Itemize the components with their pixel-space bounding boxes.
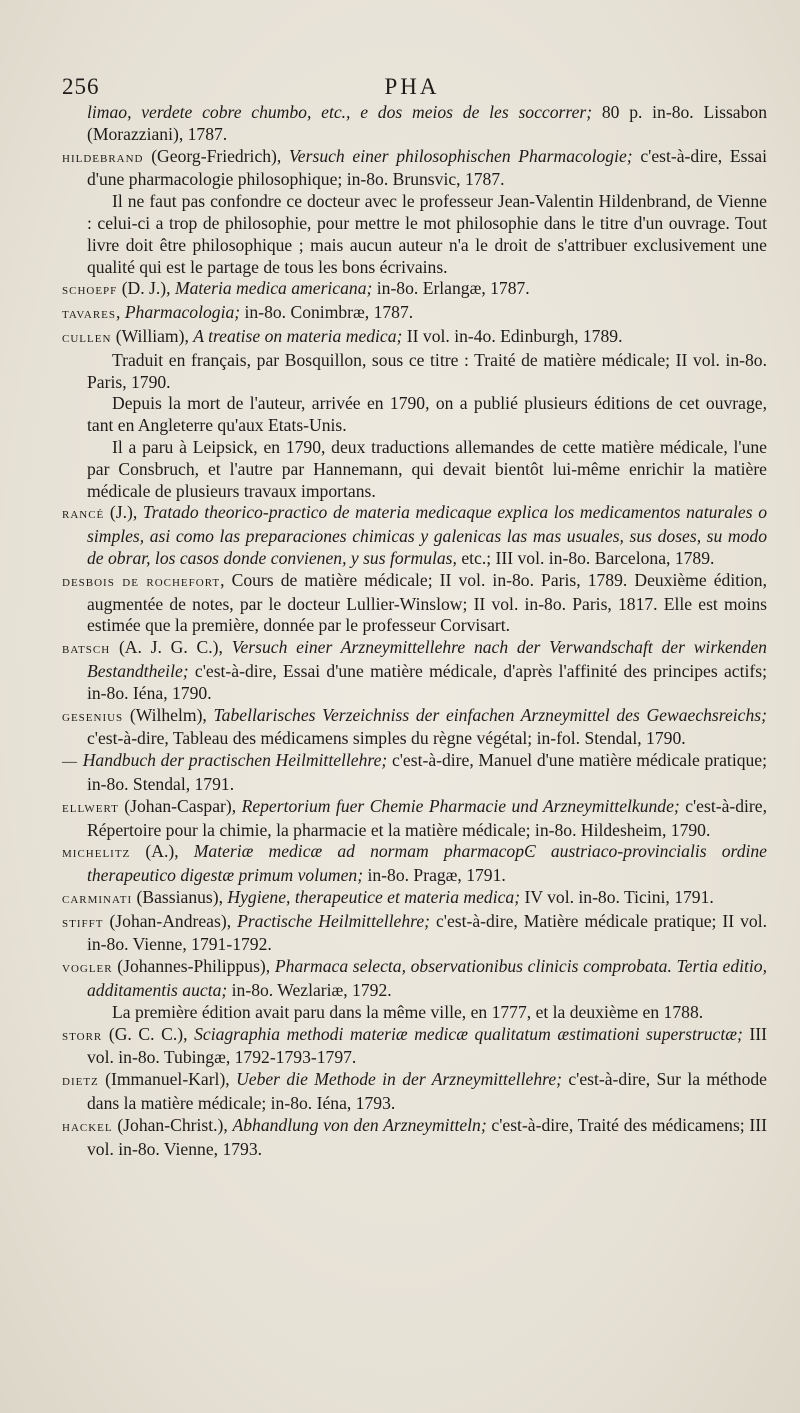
- entry-author: dietz: [62, 1073, 99, 1090]
- entry-author: rancé: [62, 506, 105, 523]
- bibliography-entry: [62, 887, 767, 911]
- entry-author-details: (Wilhelm),: [123, 704, 214, 725]
- entry-title: Materiæ medicæ ad normam pharmacopϾ austriaco-provincialis ordine therapeutico digestæ primum volumen;: [87, 841, 767, 886]
- entry-author-details: (Immanuel-Karl),: [98, 1069, 237, 1090]
- bibliography-entry: [62, 146, 767, 192]
- entry-author: vogler: [62, 960, 113, 977]
- entry-publication: c'est-à-dire, Essai d'une pharmacologie philosophique; in-8o. Brunsvic, 1787.: [87, 145, 767, 190]
- entry-author-details: (Johan-Andreas),: [103, 910, 238, 931]
- entry-author-details: (J.),: [104, 502, 143, 523]
- entry-publication: in-8o. Conimbræ, 1787.: [240, 302, 414, 323]
- entry-publication: Cours de matière médicale; II vol. in-8o. Paris, 1789. Deuxième édition, augmentée de notes, par le docteur Lullier-Winslow; II vol. in-8o. Paris, 1817. Elle est moins estimée que la première, donnée par le professeur Corvisart.: [87, 569, 768, 636]
- bibliography-note: Il ne faut pas confondre ce docteur avec le professeur Jean-Valentin Hildenbrand, de Vienne : celui-ci a trop de philosophie, pour mettre le mot philosophie dans le titre d'un ouvrage. Tout livre doit être philosophique ; mais aucun auteur n'a le droit de s'attribuer exclusivement une qualité qui est le partage de tous les bons écrivains.: [87, 191, 767, 277]
- entry-author-details: (William),: [111, 325, 194, 346]
- bibliography-text: [62, 102, 767, 1160]
- entry-author-details: ,: [220, 569, 232, 590]
- entry-author: stifft: [62, 914, 104, 931]
- entry-author: batsch: [62, 641, 111, 658]
- entry-title: Practische Heilmittellehre;: [237, 910, 431, 931]
- entry-author: storr: [62, 1027, 103, 1044]
- bibliography-note: Il a paru à Leipsick, en 1790, deux traductions allemandes de cette matière médicale, l'une par Consbruch, et l'autre par Hannemann, qui devait bientôt lui-même enrichir la matière médicale de plusieurs travaux importans.: [87, 436, 767, 501]
- entry-publication: in-8o. Pragæ, 1791.: [363, 865, 506, 886]
- entry-publication: in-8o. Wezlariæ, 1792.: [227, 980, 392, 1001]
- entry-publication: c'est-à-dire, Répertoire pour la chimie, la pharmacie et la matière médicale; in-8o. Hildesheim, 1790.: [87, 795, 767, 840]
- bibliography-entry: [62, 570, 767, 637]
- entry-title: Sciagraphia methodi materiæ medicæ qualitatum æstimationi superstructæ;: [194, 1023, 743, 1044]
- entry-author: —: [62, 754, 78, 771]
- entry-title: Tabellarisches Verzeichniss der einfachen Arzneymittel des Gewaechsreichs;: [213, 704, 767, 725]
- bibliography-entry: [62, 750, 767, 796]
- bibliography-entry: [62, 502, 767, 569]
- entry-author-details: (D. J.),: [117, 278, 175, 299]
- entry-publication: etc.; III vol. in-8o. Barcelona, 1789.: [456, 547, 715, 568]
- entry-title: Ueber die Methode in der Arzneymittellehre;: [236, 1069, 562, 1090]
- entry-title: Hygiene, therapeutice et materia medica;: [227, 886, 521, 907]
- entry-title: A treatise on materia medica;: [193, 325, 403, 346]
- entry-author-details: (Georg-Friedrich),: [143, 145, 290, 166]
- entry-author: carminati: [62, 890, 133, 907]
- entry-author: hildebrand: [62, 149, 144, 166]
- bibliography-note: La première édition avait paru dans la même ville, en 1777, et la deuxième en 1788.: [112, 1001, 704, 1022]
- entry-title: Versuch einer Arzneymittellehre nach der Verwandschaft der wirkenden Bestandtheile;: [87, 637, 767, 681]
- entry-publication: 80 p. in-8o. Lissabon (Morazziani), 1787.: [87, 102, 767, 144]
- entry-publication: in-8o. Erlangæ, 1787.: [372, 278, 530, 299]
- entry-author: tavares: [62, 306, 117, 323]
- bibliography-entry: [62, 911, 767, 957]
- entry-author: gesenius: [62, 708, 124, 725]
- entry-title: Handbuch der practischen Heilmittellehre;: [82, 750, 388, 771]
- entry-title: Pharmacologia;: [124, 302, 241, 323]
- entry-title: Versuch einer philosophischen Pharmacologie;: [289, 145, 633, 166]
- entry-publication: c'est-à-dire, Manuel d'une matière médicale pratique; in-8o. Stendal, 1791.: [87, 750, 768, 794]
- entry-title: limao, verdete cobre chumbo, etc., e dos meios de les soccorrer;: [87, 102, 593, 122]
- entry-publication: III vol. in-8o. Tubingæ, 1792-1793-1797.: [87, 1023, 767, 1068]
- entry-author: ellwert: [62, 799, 119, 816]
- entry-publication: c'est-à-dire, Traité des médicamens; III vol. in-8o. Vienne, 1793.: [87, 1114, 767, 1159]
- bibliography-entry: [62, 102, 767, 146]
- entry-author-details: (Johan-Christ.),: [112, 1114, 233, 1135]
- bibliography-note: Depuis la mort de l'auteur, arrivée en 1790, on a publié plusieurs éditions de cet ouvrage, tant en Angleterre qu'aux Etats-Unis.: [87, 393, 767, 436]
- bibliography-entry: [62, 278, 767, 302]
- bibliography-entry: [62, 637, 767, 704]
- entry-author: schoepf: [62, 282, 118, 299]
- entry-author: michelitz: [62, 845, 131, 862]
- entry-title: Pharmaca selecta, observationibus clinicis comprobata. Tertia editio, additamentis aucta;: [87, 956, 767, 1001]
- entry-author-details: (G. C. C.),: [102, 1023, 195, 1044]
- entry-publication: c'est-à-dire, Tableau des médicamens simples du règne végétal; in-fol. Stendal, 1790.: [87, 728, 686, 749]
- bibliography-entry: [62, 326, 767, 350]
- entry-author: hackel: [62, 1118, 113, 1135]
- entry-author-details: (A.),: [130, 841, 194, 862]
- entry-publication: IV vol. in-8o. Ticini, 1791.: [520, 886, 714, 907]
- entry-title: Tratado theorico-practico de materia medicaque explica los medicamentos naturales o simples, asi como las preparaciones chimicas y galenicas las mas usuales, sus doses, su modo de obrar, los casos donde convienen, y sus formulas,: [87, 502, 767, 568]
- page-header: [62, 74, 762, 104]
- entry-author-details: (Johannes-Philippus),: [112, 956, 275, 977]
- entry-author: desbois de rochefort: [62, 573, 221, 590]
- entry-author: cullen: [62, 329, 112, 346]
- bibliography-entry: [62, 1024, 767, 1070]
- entry-publication: c'est-à-dire, Essai d'une matière médicale, d'après l'affinité des principes actifs; in-8o. Iéna, 1790.: [87, 660, 767, 703]
- bibliography-entry: [62, 841, 767, 887]
- bibliography-note: Traduit en français, par Bosquillon, sous ce titre : Traité de matière médicale; II vol. in-8o. Paris, 1790.: [87, 349, 767, 392]
- entry-title: Materia medica americana;: [174, 278, 373, 299]
- bibliography-entry: [62, 705, 767, 751]
- entry-publication: II vol. in-4o. Edinburgh, 1789.: [402, 325, 623, 346]
- bibliography-entry: [62, 796, 767, 842]
- entry-author-details: ,: [116, 302, 125, 323]
- running-head: PHA: [384, 74, 440, 99]
- entry-publication: c'est-à-dire, Matière médicale pratique; II vol. in-8o. Vienne, 1791-1792.: [87, 910, 767, 955]
- bibliography-entry: [62, 956, 767, 1002]
- entry-publication: c'est-à-dire, Sur la méthode dans la matière médicale; in-8o. Iéna, 1793.: [87, 1069, 767, 1114]
- entry-author-details: (Johan-Caspar),: [118, 795, 242, 816]
- bibliography-entry: [62, 302, 767, 326]
- entry-author-details: (Bassianus),: [132, 886, 228, 907]
- entry-author-details: (A. J. G. C.),: [110, 637, 232, 658]
- entry-title: Repertorium fuer Chemie Pharmacie und Arzneymittelkunde;: [241, 795, 680, 816]
- bibliography-entry: [62, 1115, 767, 1161]
- page-number: 256: [62, 74, 100, 99]
- entry-title: Abhandlung von den Arzneymitteln;: [232, 1114, 487, 1135]
- bibliography-entry: [62, 1069, 767, 1115]
